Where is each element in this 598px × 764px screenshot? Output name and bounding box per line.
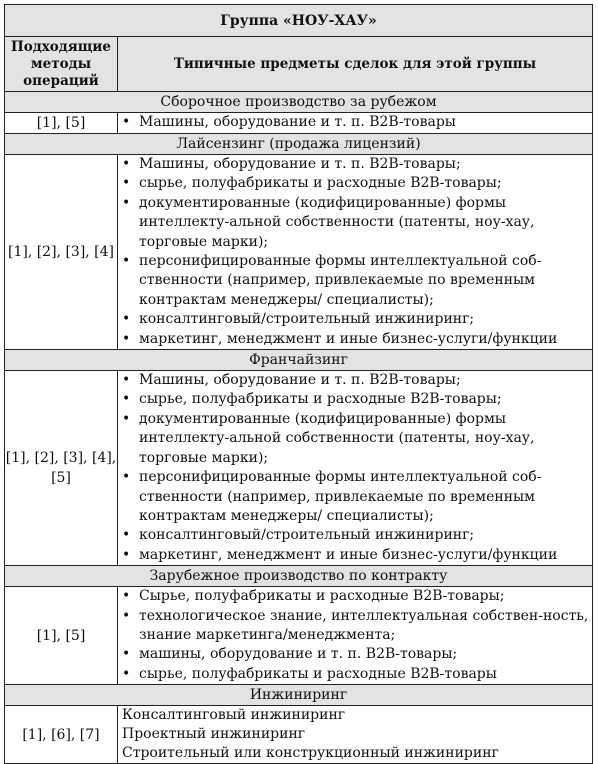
methods-cell: [1], [2], [3], [4], [5]	[5, 371, 118, 566]
list-item: • персонифицированные формы интеллектуальной соб-ственности (например, привлекаемые по временным контрактам менеджеры/ специалисты);	[122, 469, 542, 524]
list-item: Строительный или конструкционный инжиниринг	[122, 745, 499, 762]
methods-cell: [1], [5]	[5, 587, 118, 685]
bullet-icon: •	[122, 527, 131, 544]
section-header: Франчайзинг	[5, 350, 593, 371]
bullet-icon: •	[122, 330, 131, 347]
bullet-icon: •	[122, 391, 131, 408]
items-cell	[118, 587, 593, 685]
column-header-subjects: Типичные предметы сделок для этой группы	[118, 37, 593, 92]
list-item: • Машины, оборудование и т. п. В2В-товары	[122, 113, 592, 132]
list-item: Проектный инжиниринг	[122, 726, 306, 743]
items-cell	[118, 113, 593, 134]
list-item: • документированные (кодифицированные) формы интеллекту-альной собственности (патенты, ноу-хау, торговые марки);	[122, 194, 535, 250]
list-item: • технологическое знание, интеллектуальная собствен-ность, знание маркетинга/менеджмента;	[122, 607, 589, 643]
bullet-icon: •	[122, 253, 131, 270]
list-item: • маркетинг, менеджмент и иные бизнес-услуги/функции	[122, 546, 592, 565]
list-item: • персонифицированные формы интеллектуальной соб-ственности (например, привлекаемые по временным контрактам менеджеры/ специалисты);	[122, 253, 542, 308]
section-header: Сборочное производство за рубежом	[5, 92, 593, 113]
bullet-icon: •	[122, 175, 131, 192]
list-item: • консалтинговый/строительный инжиниринг;	[122, 310, 592, 329]
bullet-icon: •	[122, 194, 131, 211]
bullet-icon: •	[122, 665, 131, 682]
items-cell	[118, 706, 593, 764]
methods-cell: [1], [5]	[5, 113, 118, 134]
methods-cell: [1], [6], [7]	[5, 706, 118, 764]
items-cell	[118, 155, 593, 350]
list-item: • сырье, полуфабрикаты и расходные В2В-товары;	[122, 390, 592, 409]
bullet-icon: •	[122, 114, 131, 131]
bullet-icon: •	[122, 469, 131, 486]
list-item: • консалтинговый/строительный инжиниринг;	[122, 526, 592, 545]
section-header: Лайсензинг (продажа лицензий)	[5, 134, 593, 155]
list-item: • сырье, полуфабрикаты и расходные В2В-товары;	[122, 174, 592, 193]
bullet-icon: •	[122, 372, 131, 389]
bullet-icon: •	[122, 546, 131, 563]
methods-cell: [1], [2], [3], [4]	[5, 155, 118, 350]
bullet-icon: •	[122, 607, 131, 624]
list-item: • документированные (кодифицированные) формы интеллекту-альной собственности (патенты, ноу-хау, торговые марки);	[122, 410, 535, 466]
list-item: • Машины, оборудование и т. п. В2В-товары;	[122, 371, 592, 390]
items-cell	[118, 371, 593, 566]
bullet-icon: •	[122, 588, 131, 605]
list-item: • Сырье, полуфабрикаты и расходные В2В-товары;	[122, 587, 592, 606]
list-item: • маркетинг, менеджмент и иные бизнес-услуги/функции	[122, 330, 592, 349]
bullet-icon: •	[122, 410, 131, 427]
list-item: Консалтинговый инжиниринг	[122, 707, 346, 724]
list-item: • сырье, полуфабрикаты и расходные В2В-товары	[122, 665, 592, 684]
section-header: Инжиниринг	[5, 685, 593, 706]
table-title: Группа «НОУ-ХАУ»	[5, 5, 593, 37]
list-item: • Машины, оборудование и т. п. В2В-товары;	[122, 155, 592, 174]
know-how-table	[4, 4, 593, 764]
column-header-methods: Подходящие методы операций	[5, 37, 118, 92]
bullet-icon: •	[122, 311, 131, 328]
list-item: • машины, оборудование и т. п. В2В-товары;	[122, 645, 592, 664]
section-header: Зарубежное производство по контракту	[5, 566, 593, 587]
bullet-icon: •	[122, 156, 131, 172]
bullet-icon: •	[122, 646, 131, 663]
